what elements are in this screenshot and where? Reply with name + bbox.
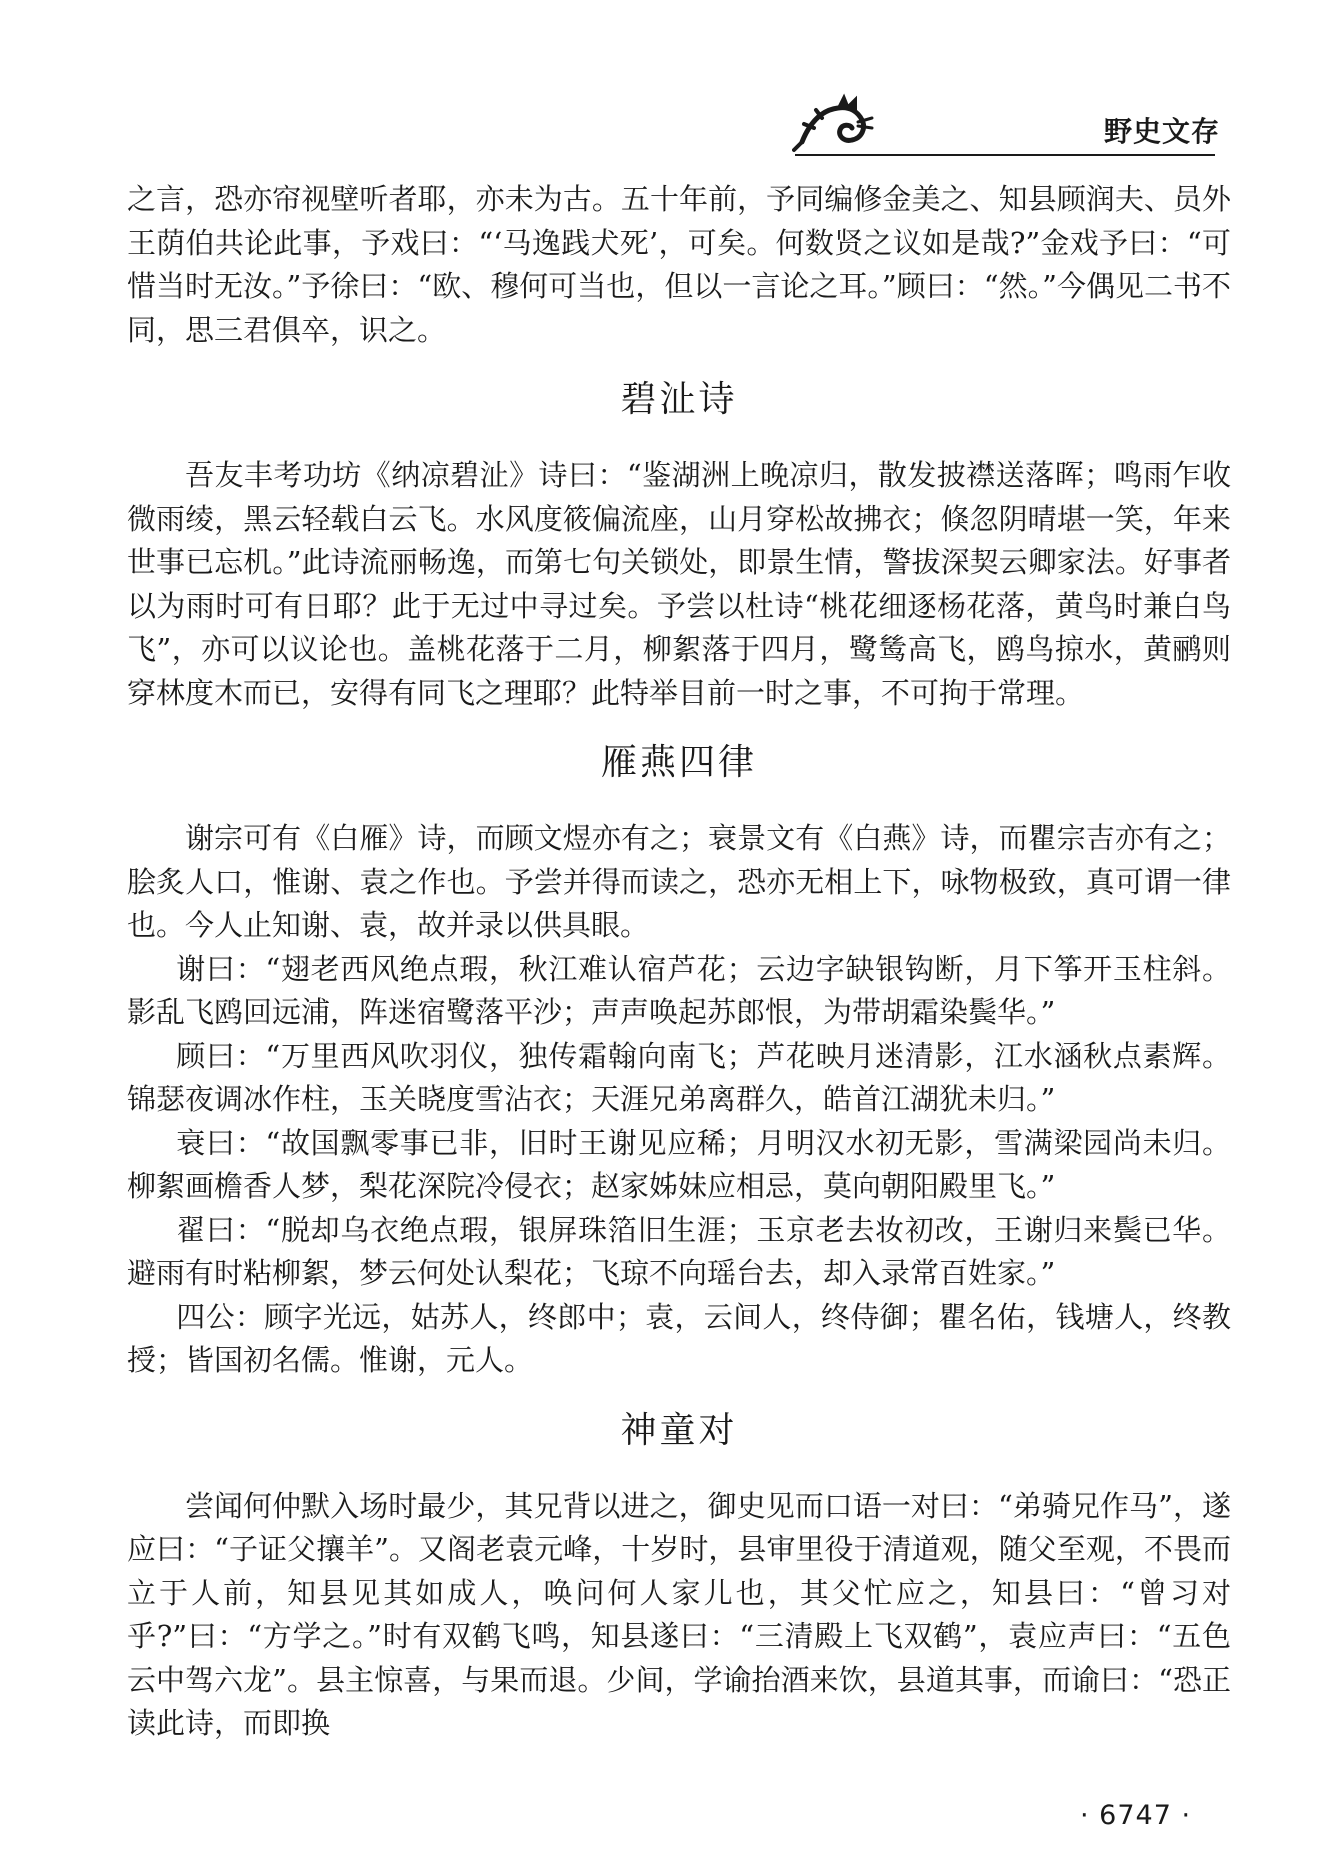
running-title: 野史文存	[1104, 115, 1221, 148]
paragraph: 尝闻何仲默入场时最少，其兄背以进之，御史见而口语一对曰：“弟骑兄作马”，遂应曰：“子证父攘羊”。又阁老袁元峰，十岁时，县审里役于清道观，随父至观，不畏而立于人前，知县见其如成人，唤问何人家儿也，其父忙应之，知县曰：“曾习对乎?”曰：“方学之。”时有双鹤飞鸣，知县遂曰：“三清殿上飞双鹤”，袁应声曰：“五色云中驾六龙”。县主惊喜，与果而退。少间，学谕抬酒来饮，县道其事，而谕曰：“恐正读此诗，而即换	[127, 1488, 1231, 1740]
page-body	[127, 178, 1231, 1746]
paragraph-four-gentlemen: 四公：顾字光远，姑苏人，终郎中；袁，云间人，终侍御；瞿名佑，钱塘人，终教授；皆国初名儒。惟谢，元人。	[127, 1299, 1231, 1377]
section-heading-child-prodigy-couplets: 神童对	[620, 1409, 738, 1451]
dragon-emblem-icon	[792, 92, 874, 154]
page-number: · 6747 ·	[1080, 1800, 1192, 1831]
paragraph: 谢宗可有《白雁》诗，而顾文煜亦有之；衰景文有《白燕》诗，而瞿宗吉亦有之；脍炙人口，惟谢、袁之作也。予尝并得而读之，恐亦无相上下，咏物极致，真可谓一律也。今人止知谢、袁，故并录以供具眼。	[127, 821, 1231, 942]
poem-quote-yuan: 衰曰：“故国飘零事已非，旧时王谢见应稀；月明汉水初无影，雪满梁园尚未归。柳絮画檐香人梦，梨花深院冷侵衣；赵家姊妹应相忌，莫向朝阳殿里飞。”	[127, 1125, 1231, 1203]
poem-quote-qu: 翟曰：“脱却乌衣绝点瑕，银屏珠箔旧生涯；玉京老去妆初改，王谢归来鬓已华。避雨有时粘柳絮，梦云何处认梨花；飞琼不向瑶台去，却入录常百姓家。”	[127, 1212, 1231, 1290]
section-heading-yan-yan-four-poems: 雁燕四律	[600, 742, 757, 783]
poem-quote-xie: 谢曰：“翅老西风绝点瑕，秋江难认宿芦花；云边字缺银钩断，月下筝开玉柱斜。影乱飞鸥回远浦，阵迷宿鹭落平沙；声声唤起苏郎恨，为带胡霜染鬓华。”	[127, 951, 1231, 1029]
paragraph: 吾友丰考功坊《纳凉碧沚》诗曰：“鉴湖洲上晚凉归，散发披襟送落晖；鸣雨乍收微雨绫，黑云轻载白云飞。水风度筱偏流座，山月穿松故拂衣；倏忽阴晴堪一笑，年来世事已忘机。”此诗流丽畅逸，而第七句关锁处，即景生情，警拔深契云卿家法。好事者以为雨时可有日耶？此于无过中寻过矣。予尝以杜诗“桃花细逐杨花落，黄鸟时兼白鸟飞”，亦可以议论也。盖桃花落于二月，柳絮落于四月，鹭鸶高飞，鸥鸟掠水，黄鹂则穿林度木而已，安得有同飞之理耶？此特举目前一时之事，不可拘于常理。	[127, 458, 1231, 710]
header-rule	[795, 154, 1215, 156]
poem-quote-gu: 顾曰：“万里西风吹羽仪，独传霜翰向南飞；芦花映月迷清影，江水涵秋点素辉。锦瑟夜调冰作柱，玉关晓度雪沾衣；天涯兄弟离群久，皓首江湖犹未归。”	[127, 1038, 1231, 1116]
paragraph-continued: 之言，恐亦帘视壁听者耶，亦未为古。五十年前，予同编修金美之、知县顾润夫、员外王荫伯共论此事，予戏曰：“‘马逸践犬死’，可矣。何数贤之议如是哉?”金戏予曰：“可惜当时无汝。”予徐曰：“欧、穆何可当也，但以一言论之耳。”顾曰：“然。”今偶见二书不同，思三君俱卒，识之。	[127, 182, 1231, 347]
section-heading-bizhi-poem: 碧沚诗	[620, 379, 738, 420]
